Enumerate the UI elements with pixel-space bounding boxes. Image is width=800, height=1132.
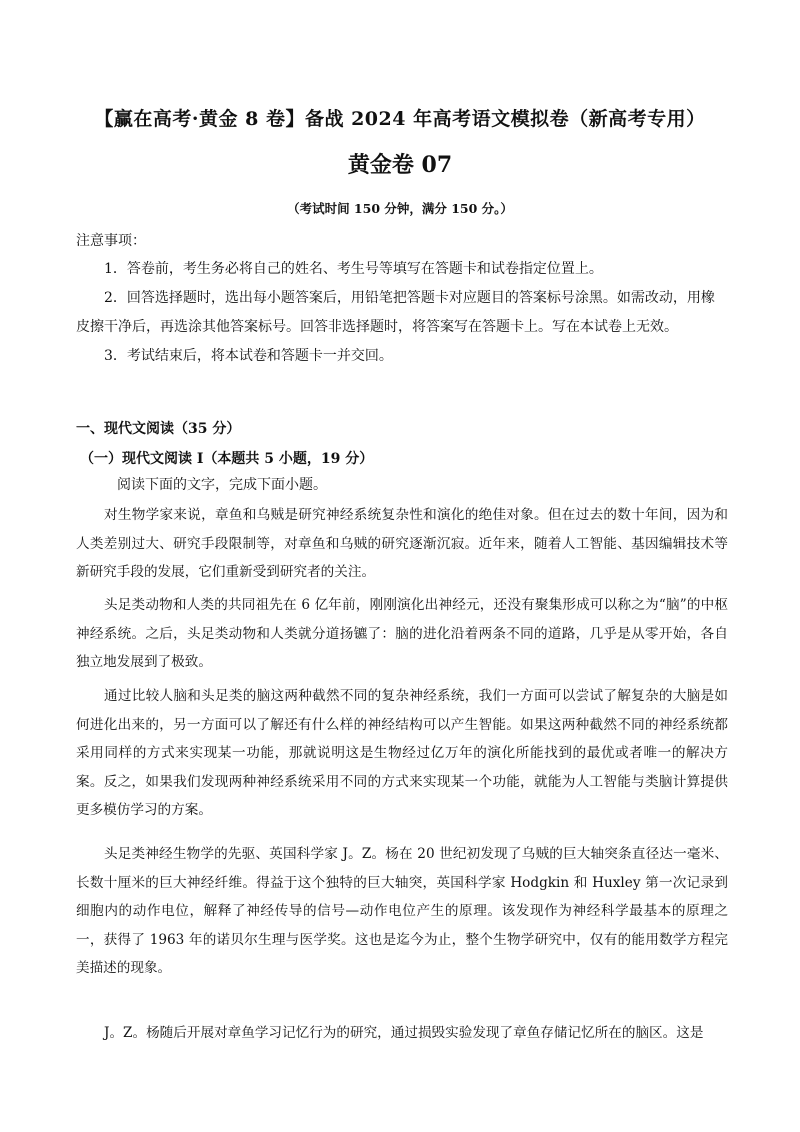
notice-item-1: 1．答卷前，考生务必将自己的姓名、考生号等填写在答题卡和试卷指定位置上。: [104, 261, 603, 277]
section-heading: 一、现代文阅读（35 分）: [76, 421, 241, 437]
reading-instruction: 阅读下面的文字，完成下面小题。: [117, 477, 327, 493]
document-title: 【赢在高考·黄金 8 卷】备战 2024 年高考语文模拟卷（新高考专用）: [94, 108, 706, 130]
passage-paragraph-4: 头足类神经生物学的先驱、英国科学家 J。Z。杨在 20 世纪初发现了乌贼的巨大轴突条直径达一毫米、长数十厘米的巨大神经纤维。得益于这个独特的巨大轴突，英国科学家 Hodgkin 和 Huxley 第一次记录到细胞内的动作电位，解释了神经传导的信号—动作电位产生的原理。该发现作为神经科学最基本的原理之一，获得了 1963 年的诺贝尔生理与医学奖。这也是迄今为止，整个生物学研究中，仅有的能用数学方程完美描述的现象。: [76, 846, 728, 976]
notice-item-2: 2．回答选择题时，选出每小题答案后，用铅笔把答题卡对应题目的答案标号涂黑。如需改动，用橡皮擦干净后，再选涂其他答案标号。回答非选择题时，将答案写在答题卡上。写在本试卷上无效。: [76, 290, 715, 335]
passage-paragraph-2: 头足类动物和人类的共同祖先在 6 亿年前，刚刚演化出神经元，还没有聚集形成可以称之为“脑”的中枢神经系统。之后，头足类动物和人类就分道扬镳了：脑的进化沿着两条不同的道路，几乎是从零开始，各自独立地发展到了极致。: [76, 597, 728, 670]
paper-subtitle: 黄金卷 07: [347, 152, 453, 178]
passage-paragraph-5: J。Z。杨随后开展对章鱼学习记忆行为的研究，通过损毁实验发现了章鱼存储记忆所在的脑区。这是: [104, 1025, 704, 1041]
section-subheading: （一）现代文阅读 I（本题共 5 小题，19 分）: [80, 451, 374, 467]
notice-item-3: 3．考试结束后，将本试卷和答题卡一并交回。: [104, 348, 393, 364]
notice-heading: 注意事项：: [76, 233, 146, 249]
passage-paragraph-1: 对生物学家来说，章鱼和乌贼是研究神经系统复杂性和演化的绝佳对象。但在过去的数十年间，因为和人类差别过大、研究手段限制等，对章鱼和乌贼的研究逐渐沉寂。近年来，随着人工智能、基因编辑技术等新研究手段的发展，它们重新受到研究者的关注。: [76, 507, 728, 580]
passage-paragraph-3: 通过比较人脑和头足类的脑这两种截然不同的复杂神经系统，我们一方面可以尝试了解复杂的大脑是如何进化出来的，另一方面可以了解还有什么样的神经结构可以产生智能。如果这两种截然不同的神经系统都采用同样的方式来实现某一功能，那就说明这是生物经过亿万年的演化所能找到的最优或者唯一的解决方案。反之，如果我们发现两种神经系统采用不同的方式来实现某一个功能，就能为人工智能与类脑计算提供更多模仿学习的方案。: [76, 688, 728, 818]
exam-time-note: （考试时间 150 分钟，满分 150 分。）: [287, 201, 513, 216]
